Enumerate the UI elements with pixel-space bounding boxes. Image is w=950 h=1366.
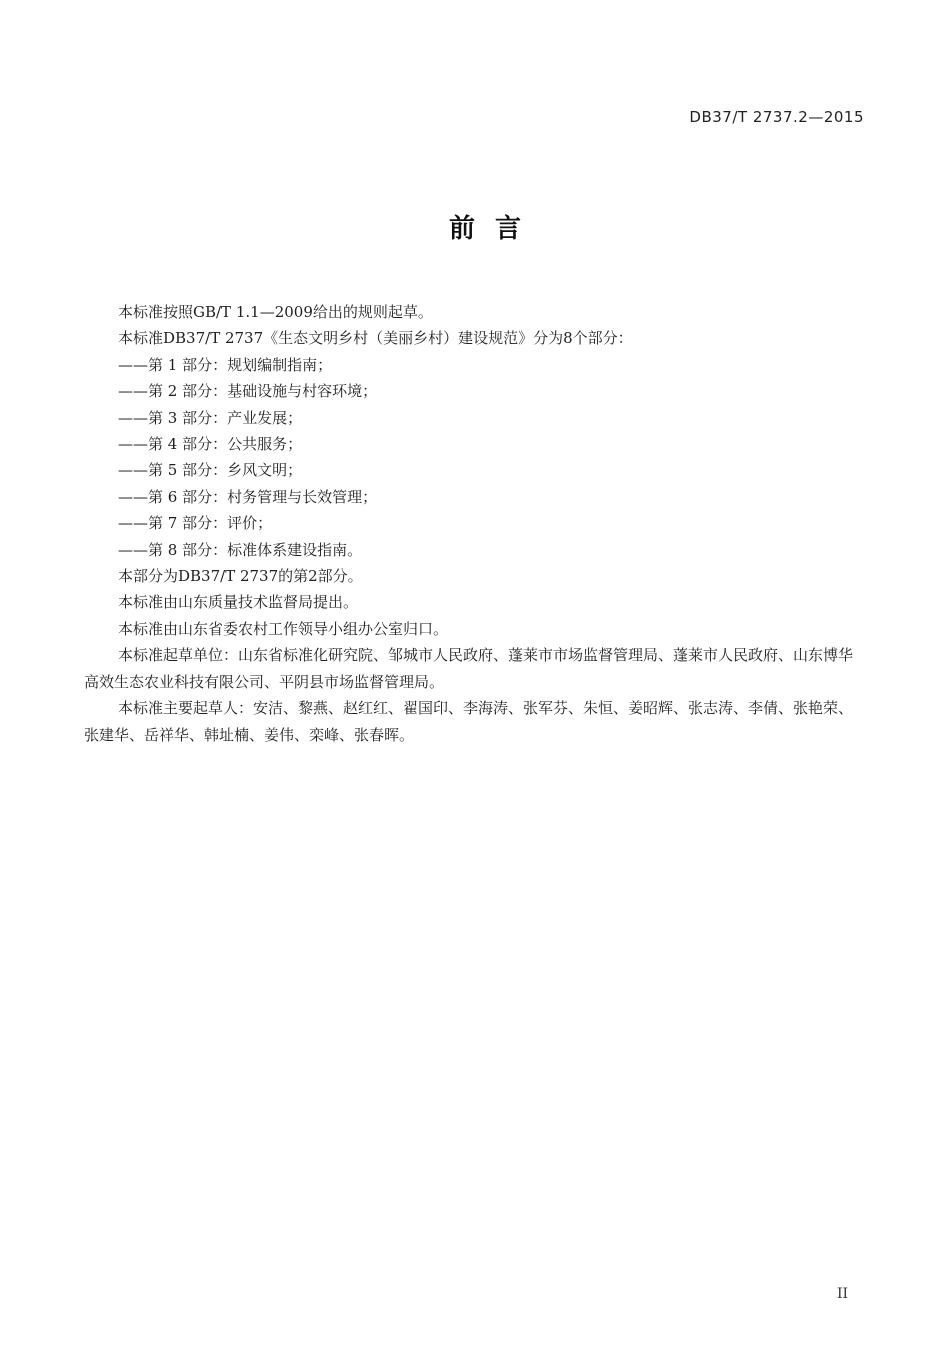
drafting-units-paragraph: 本标准起草单位：山东省标准化研究院、邹城市人民政府、蓬莱市市场监督管理局、蓬莱市人民政府、山东博华高效生态农业科技有限公司、平阴县市场监督管理局。 — [84, 646, 854, 691]
parts-list — [84, 352, 866, 563]
document-code: DB37/T 2737.2—2015 — [689, 108, 864, 126]
list-item: ——第 1 部分：规划编制指南； — [118, 355, 333, 374]
list-item: ——第 7 部分：评价； — [118, 514, 273, 533]
list-item: ——第 8 部分：标准体系建设指南。 — [118, 540, 363, 559]
parts-intro-paragraph: 本标准DB37/T 2737《生态文明乡村（美丽乡村）建设规范》分为8个部分： — [118, 329, 633, 348]
list-item: ——第 6 部分：村务管理与长效管理； — [118, 487, 378, 506]
drafting-rules-paragraph: 本标准按照GB/T 1.1—2009给出的规则起草。 — [118, 303, 433, 321]
centralized-unit-paragraph: 本标准由山东省委农村工作领导小组办公室归口。 — [118, 619, 449, 638]
list-item: ——第 5 部分：乡风文明； — [118, 461, 303, 480]
list-item: ——第 2 部分：基础设施与村容环境； — [118, 382, 378, 401]
list-item: ——第 4 部分：公共服务； — [118, 435, 303, 454]
page-title: 前言 — [448, 214, 541, 244]
proposer-paragraph: 本标准由山东质量技术监督局提出。 — [118, 593, 359, 612]
drafters-paragraph: 本标准主要起草人：安洁、黎燕、赵红红、翟国印、李海涛、张军芬、朱恒、姜昭辉、张志涛、李倩、张艳荣、张建华、岳祥华、韩址楠、姜伟、栾峰、张春晖。 — [84, 699, 854, 744]
page-number: II — [836, 1286, 848, 1302]
list-item: ——第 3 部分：产业发展； — [118, 408, 303, 427]
foreword-body — [84, 299, 866, 748]
part-statement-paragraph: 本部分为DB37/T 2737的第2部分。 — [118, 567, 363, 586]
